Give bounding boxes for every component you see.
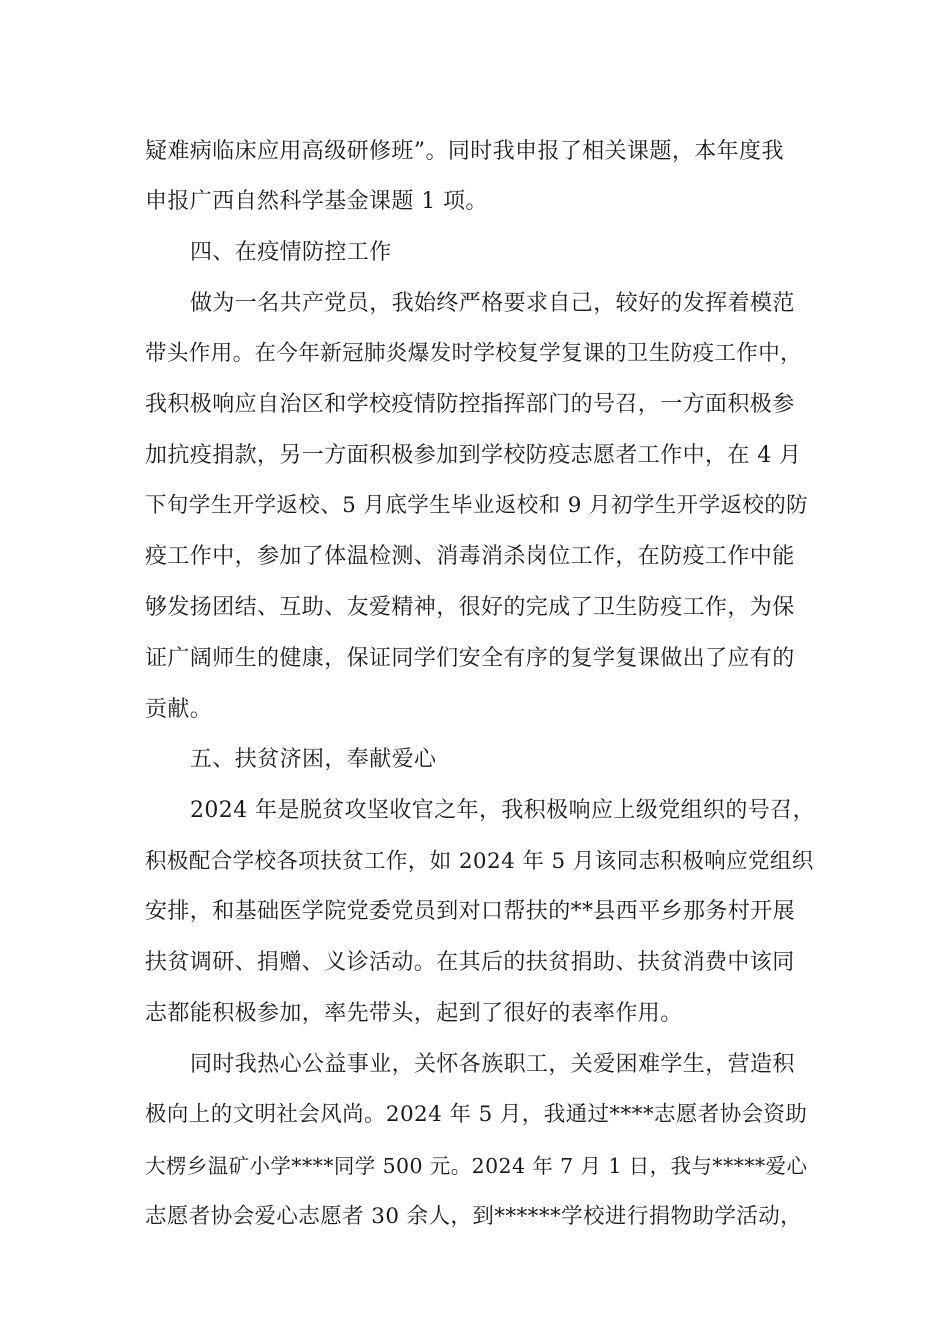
text-line: 证广阔师生的健康，保证同学们安全有序的复学复课做出了应有的 [145, 646, 795, 671]
section-heading: 五、扶贫济困，奉献爱心 [190, 747, 437, 772]
text-line: 2024 年是脱贫攻坚收官之年，我积极响应上级党组织的号召， [190, 798, 815, 823]
text-line: 够发扬团结、互助、友爱精神，很好的完成了卫生防疫工作，为保 [145, 595, 795, 620]
text-line: 大楞乡温矿小学****同学 500 元。2024 年 7 月 1 日，我与*****爱心 [145, 1154, 808, 1178]
text-line: 积极配合学校各项扶贫工作，如 2024 年 5 月该同志积极响应党组织 [145, 849, 814, 874]
text-line: 带头作用。在今年新冠肺炎爆发时学校复学复课的卫生防疫工作中， [145, 341, 803, 366]
text-line: 加抗疫捐款，另一方面积极参加到学校防疫志愿者工作中，在 4 月 [145, 443, 802, 468]
text-line: 安排，和基础医学院党委党员到对口帮扶的**县西平乡那务村开展 [145, 899, 796, 924]
text-line: 贡献。 [145, 697, 213, 722]
text-line: 疑难病临床应用高级研修班”。同时我申报了相关课题，本年度我 [145, 139, 784, 164]
text-line: 扶贫调研、捐赠、义诊活动。在其后的扶贫捐助、扶贫消费中该同 [145, 950, 795, 975]
text-line: 同时我热心公益事业，关怀各族职工，关爱困难学生，营造积 [190, 1052, 795, 1077]
text-line: 志都能积极参加，率先带头，起到了很好的表率作用。 [145, 1001, 683, 1026]
text-line: 我积极响应自治区和学校疫情防控指挥部门的号召，一方面积极参 [145, 392, 795, 417]
text-line: 做为一名共产党员，我始终严格要求自己，较好的发挥着模范 [190, 291, 795, 316]
text-line: 疫工作中，参加了体温检测、消毒消杀岗位工作，在防疫工作中能 [145, 544, 795, 569]
text-line: 极向上的文明社会风尚。2024 年 5 月，我通过****志愿者协会资助 [145, 1102, 808, 1127]
section-heading: 四、在疫情防控工作 [190, 240, 392, 265]
text-line: 志愿者协会爱心志愿者 30 余人，到******学校进行捐物助学活动， [145, 1204, 803, 1229]
text-line: 申报广西自然科学基金课题 1 项。 [145, 189, 488, 214]
text-line: 下旬学生开学返校、5 月底学生毕业返校和 9 月初学生开学返校的防 [145, 493, 809, 518]
